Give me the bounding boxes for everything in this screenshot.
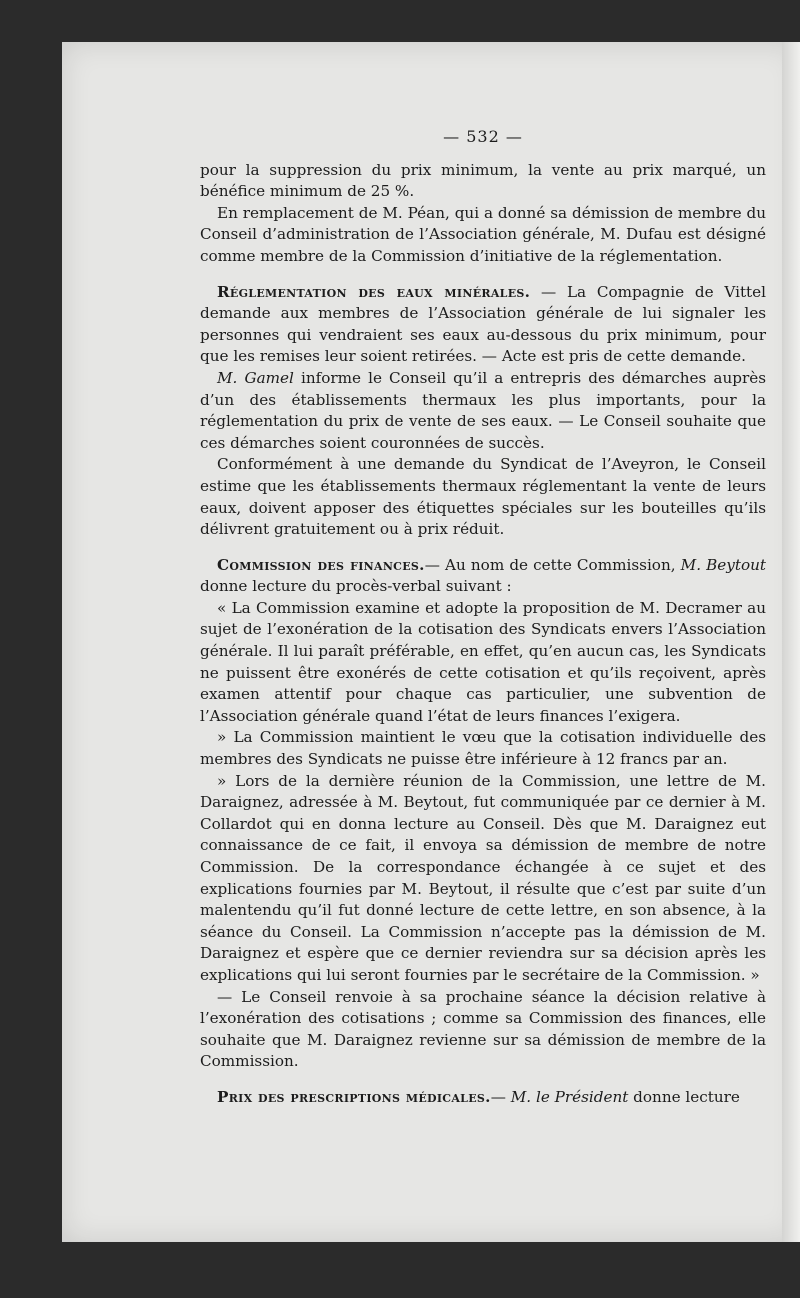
- person-name: M. Beytout: [680, 555, 766, 574]
- paragraph-3: [200, 368, 766, 454]
- section-heading: Réglementation des eaux minérales.: [217, 282, 531, 301]
- section-finances: [200, 555, 766, 598]
- person-name: M. le Président: [510, 1087, 629, 1106]
- paragraph-7: » Lors de la dernière réunion de la Commission, une lettre de M. Daraignez, adressée à M. Beytout, fut communiquée par ce dernier à M. Collardot qui en donna lecture au Conseil. Dès que M. Daraignez eut connaissance de ce fait, il envoya sa démission de membre de notre Commission. De la correspondance échangée à ce sujet et des explications fournies par M. Beytout, il résulte que c’est par suite d’un malentendu qu’il fut donné lecture de cette lettre, en son absence, à la séance du Conseil. La Commission n’accepte pas la démission de M. Daraignez et espère que ce dernier reviendra sur sa décision après les explications qui lui seront fournies par le secrétaire de la Commission. »: [200, 771, 766, 984]
- paragraph-text: informe le Conseil qu’il a entrepris des démarches auprès d’un des établissements thermaux les plus importants, pour la réglementation du prix de vente de ses eaux. — Le Conseil souhaite que ces démarches soient couronnées de succès.: [200, 368, 767, 452]
- section-heading: Prix des prescriptions médicales.: [217, 1087, 491, 1106]
- paragraph-1: pour la suppression du prix minimum, la vente au prix marqué, un bénéfice minimum de 25 %.: [200, 160, 766, 201]
- paragraph-8: — Le Conseil renvoie à sa prochaine séance la décision relative à l’exonération des cotisations ; comme sa Commission des finances, elle souhaite que M. Daraignez revienne sur sa démission de membre de la Commission.: [200, 987, 766, 1071]
- paragraph-4: Conformément à une demande du Syndicat de l’Aveyron, le Conseil estime que les établissements thermaux réglementant la vente de leurs eaux, doivent apposer des étiquettes spéciales sur les bouteilles qu’ils délivrent gratuitement ou à prix réduit.: [200, 455, 766, 539]
- section-mineral-waters: [200, 282, 766, 368]
- page-edge: [782, 42, 800, 1242]
- section-prescriptions: [200, 1087, 766, 1109]
- section-text: donne lecture du procès-verbal suivant :: [200, 577, 512, 596]
- page-number: — 532 —: [443, 127, 523, 146]
- section-text: donne lecture: [628, 1087, 740, 1106]
- section-heading: Commission des finances.: [217, 555, 425, 574]
- document-body: [200, 118, 766, 1109]
- paragraph-5: « La Commission examine et adopte la proposition de M. Decramer au sujet de l’exonération de la cotisation des Syndicats envers l’Association générale. Il lui paraît préférable, en effet, qu’en aucun cas, les Syndicats ne puissent être exonérés de cette cotisation et qu’ils reçoivent, après examen attentif pour chaque cas particulier, une subvention de l’Association générale quand l’état de leurs finances l’exigera.: [200, 598, 766, 725]
- person-name: M. Gamel: [217, 368, 294, 387]
- paragraph-2: En remplacement de M. Péan, qui a donné sa démission de membre du Conseil d’administration de l’Association générale, M. Dufau est désigné comme membre de la Commission d’initiative de la réglementation.: [200, 203, 766, 265]
- section-text: — La Compagnie de Vittel demande aux membres de l’Association générale de lui signaler les personnes qui vendraient ses eaux au-dessous du prix minimum, pour que les remises leur soient retirées. — Acte est pris de cette demande.: [200, 282, 767, 366]
- paragraph-6: » La Commission maintient le vœu que la cotisation individuelle des membres des Syndicats ne puisse être inférieure à 12 francs par an.: [200, 728, 766, 769]
- section-text: —: [490, 1087, 511, 1106]
- section-text: — Au nom de cette Commission,: [424, 555, 681, 574]
